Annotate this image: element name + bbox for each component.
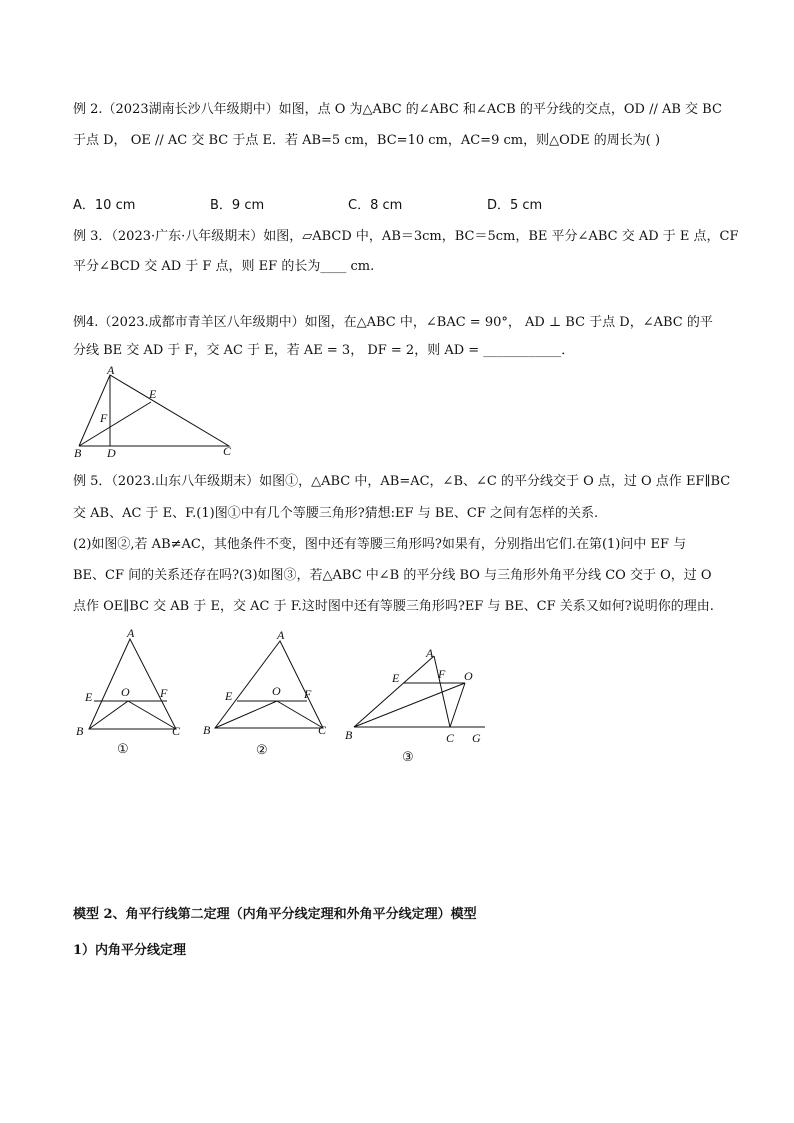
- ex4-line2: 分线 BE 交 AD 于 F，交 AC 于 E，若 AE = 3， DF = 2，则 AD = ____________．: [73, 343, 575, 358]
- fig1-label-e: E: [85, 690, 93, 704]
- ex3-line1: 例 3．（2023·广东·八年级期末）如图，▱ABCD 中，AB＝3cm，BC＝5cm，BE 平分∠ABC 交 AD 于 E 点，CF: [73, 229, 739, 244]
- fig3-label-c: C: [446, 731, 455, 745]
- fig3-label-g: G: [472, 731, 481, 745]
- ex5-line2: 交 AB、AC 于 E、F.(1)图①中有几个等腰三角形?猜想:EF 与 BE、CF 之间有怎样的关系.: [73, 506, 599, 521]
- label-e: E: [149, 387, 157, 401]
- label-f: F: [100, 411, 108, 425]
- ex2-option-c: C．8 cm: [348, 198, 403, 213]
- ex2-option-a: A．10 cm: [73, 198, 136, 213]
- fig3-label-a: A: [426, 646, 434, 660]
- ex4-figure: [70, 365, 240, 460]
- fig2-label-o: O: [272, 684, 281, 698]
- fig2-label-e: E: [225, 689, 233, 703]
- ex5-figure-1: [72, 625, 192, 765]
- fig2-label-a: A: [277, 628, 285, 642]
- fig1-label-f: F: [160, 686, 168, 700]
- fig3-label-b: B: [345, 728, 353, 742]
- fig3-caption: ③: [402, 749, 414, 764]
- bisector-be: [79, 402, 151, 446]
- fig1-caption: ①: [117, 741, 129, 756]
- label-c: C: [223, 444, 232, 458]
- fig3-label-e: E: [392, 671, 400, 685]
- fig3-label-o: O: [464, 669, 473, 683]
- fig1-label-b: B: [76, 724, 84, 738]
- ex4-line1: 例4.（2023.成都市青羊区八年级期中）如图，在△ABC 中，∠BAC = 90°， AD ⊥ BC 于点 D，∠ABC 的平: [73, 315, 713, 330]
- fig2-label-c: C: [318, 723, 327, 737]
- ex5-figure-2: [200, 625, 335, 765]
- ex5-line5: 点作 OE∥BC 交 AB 于 E，交 AC 于 F.这时图中还有等腰三角形吗?EF 与 BE、CF 关系又如何?说明你的理由.: [73, 599, 714, 614]
- ex5-line1: 例 5．（2023.山东八年级期末）如图①，△ABC 中，AB=AC，∠B、∠C 的平分线交于 O 点，过 O 点作 EF∥BC: [73, 474, 731, 489]
- fig1-label-o: O: [121, 685, 130, 699]
- ex2-line1: 例 2.（2023湖南长沙八年级期中）如图，点 O 为△ABC 的∠ABC 和∠ACB 的平分线的交点，OD // AB 交 BC: [73, 102, 722, 117]
- fig2-label-f: F: [304, 687, 312, 701]
- ex5-line4: BE、CF 间的关系还存在吗?(3)如图③，若△ABC 中∠B 的平分线 BO 与三角形外角平分线 CO 交于 O，过 O: [73, 568, 712, 583]
- fig2-label-b: B: [203, 723, 211, 737]
- ex2-option-b: B．9 cm: [210, 198, 265, 213]
- label-d: D: [107, 446, 116, 460]
- ex2-line2: 于点 D， OE // AC 交 BC 于点 E．若 AB=5 cm，BC=10 cm，AC=9 cm，则△ODE 的周长为( ): [73, 133, 661, 148]
- ex5-figure-3: [340, 640, 500, 770]
- fig1-label-c: C: [172, 724, 181, 738]
- model2-title: 模型 2、角平行线第二定理（内角平分线定理和外角平分线定理）模型: [73, 907, 477, 922]
- ex5-line3: (2)如图②,若 AB≠AC，其他条件不变，图中还有等腰三角形吗?如果有，分别指出它们.在第(1)问中 EF 与: [73, 537, 687, 552]
- fig3-label-f: F: [438, 667, 446, 681]
- model2-subtitle: 1）内角平分线定理: [73, 943, 187, 958]
- fig2-caption: ②: [256, 742, 268, 757]
- ex2-option-d: D．5 cm: [487, 198, 543, 213]
- fig1-label-a: A: [127, 626, 135, 640]
- label-b: B: [74, 446, 82, 460]
- ex3-line2: 平分∠BCD 交 AD 于 F 点，则 EF 的长为____ cm.: [73, 259, 375, 274]
- label-a: A: [107, 365, 115, 377]
